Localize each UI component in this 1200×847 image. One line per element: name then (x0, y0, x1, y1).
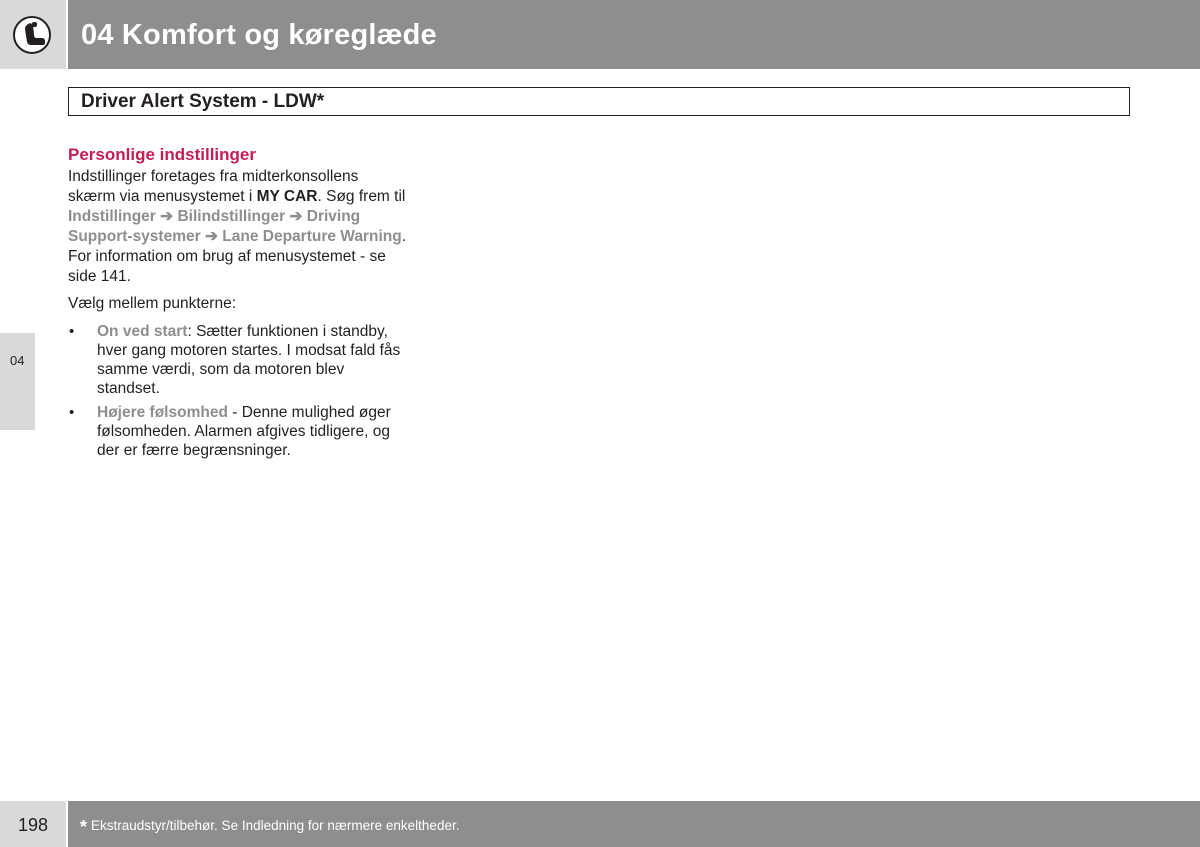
footnote (80, 817, 459, 838)
main-content (68, 144, 408, 465)
choose-text: Vælg mellem punkterne: (68, 295, 236, 312)
seat-icon (12, 15, 52, 55)
intro-text-2: . Søg frem til (317, 188, 406, 205)
option-term: On ved start (97, 323, 188, 340)
section-title-box (68, 87, 1130, 116)
footer-bar (68, 801, 1200, 847)
arrow-right-icon: ➔ (204, 228, 218, 245)
option-text: : Sætter funktionen i standby, hver gang motoren startes. I modsat fald fås samme værdi, som da motoren blev standset. (97, 323, 401, 397)
footer-tab (0, 801, 66, 847)
intro-paragraph (68, 167, 408, 287)
menu-path-item: Bilindstillinger (177, 208, 286, 225)
arrow-right-icon: ➔ (289, 208, 303, 225)
menu-path-item: Indstillinger (68, 208, 156, 225)
intro-text-3: . For information om brug af menusystemet - se side 141. (68, 228, 407, 285)
footnote-text: Ekstraudstyr/tilbehør. Se Indledning for nærmere enkeltheder. (91, 818, 460, 833)
menu-path-item: Driving Support-systemer (68, 208, 361, 245)
chapter-title: 04 Komfort og køreglæde (81, 19, 437, 51)
section-title: Driver Alert System - LDW* (81, 91, 325, 112)
page-number: 198 (18, 815, 49, 835)
bullet-icon: • (69, 404, 75, 421)
menu-path-item: Lane Departure Warning (222, 228, 402, 245)
subheading: Personlige indstillinger (68, 145, 256, 164)
chapter-side-tab (0, 333, 35, 430)
my-car-label: MY CAR (256, 188, 318, 205)
side-tab-label: 04 (10, 353, 25, 368)
footnote-star: * (80, 817, 88, 837)
option-text: - Denne mulighed øger følsomheden. Alarmen afgives tidligere, og der er færre begrænsninger. (97, 404, 391, 459)
intro-text-1: Indstillinger foretages fra midterkonsollens skærm via menusystemet i (68, 168, 359, 205)
option-term: Højere følsomhed (97, 404, 228, 421)
options-list (68, 322, 408, 460)
list-item (68, 403, 408, 460)
bullet-icon: • (69, 323, 75, 340)
arrow-right-icon: ➔ (160, 208, 174, 225)
header-tab (0, 0, 66, 69)
list-item (68, 322, 408, 398)
